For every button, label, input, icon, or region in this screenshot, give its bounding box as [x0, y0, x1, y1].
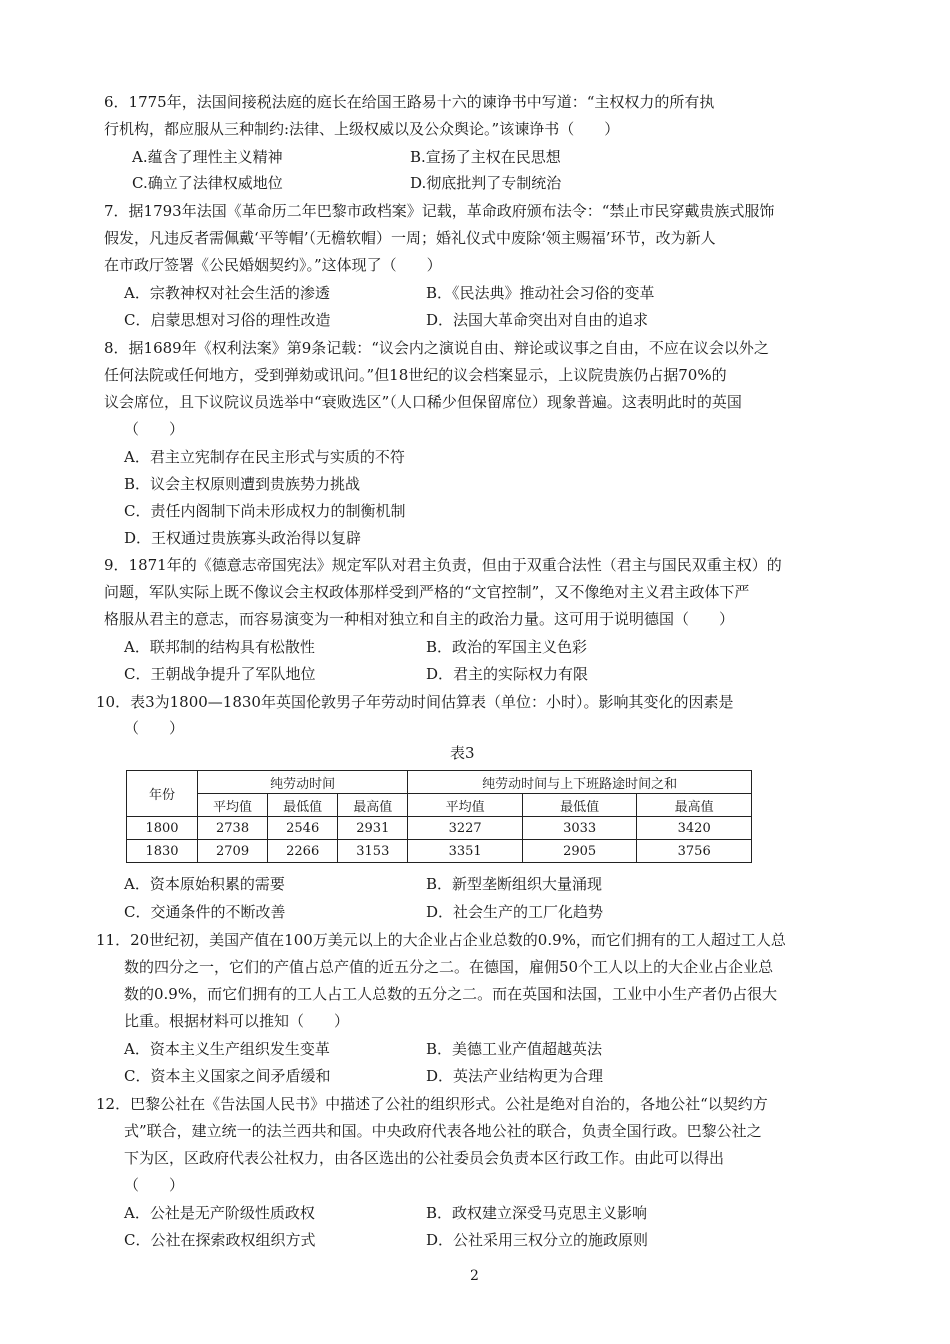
- q10-stem-line1: 10．表3为1800—1830年英国伦敦男子年劳动时间估算表（单位：小时）。影响其变化的因素是: [96, 693, 734, 711]
- table-header-year: 年份: [127, 771, 198, 817]
- q10-option-a: A．资本原始积累的需要: [124, 875, 285, 893]
- q10-option-d: D．社会生产的工厂化趋势: [426, 903, 604, 921]
- table-row: [127, 840, 752, 863]
- table-cell: 1830: [127, 840, 198, 863]
- table-cell: 2738: [198, 817, 268, 840]
- q8-stem-line2: 任何法院或任何地方，受到弹劾或讯问。”但18世纪的议会档案显示，上议院贵族仍占据70%的: [104, 366, 727, 384]
- q12-option-c: C．公社在探索政权组织方式: [124, 1231, 316, 1249]
- q11-option-b: B．美德工业产值超越英法: [426, 1040, 603, 1058]
- q11-stem-line4: 比重。根据材料可以推知（ ）: [124, 1012, 350, 1030]
- q8-option-a: A．君主立宪制存在民主形式与实质的不符: [124, 448, 405, 466]
- q7-option-d: D．法国大革命突出对自由的追求: [426, 311, 649, 329]
- q12-stem-line2: 式”联合，建立统一的法兰西共和国。中央政府代表各地公社的联合，负责全国行政。巴黎公社之: [124, 1122, 762, 1140]
- q6-option-c: C.确立了法律权威地位: [132, 174, 283, 192]
- q7-option-c: C．启蒙思想对习俗的理性改造: [124, 311, 331, 329]
- q9-option-a: A．联邦制的结构具有松散性: [124, 638, 315, 656]
- q12-stem-line3: 下为区，区政府代表公社权力，由各区选出的公社委员会负责本区行政工作。由此可以得出: [124, 1149, 725, 1167]
- q12-option-a: A．公社是无产阶级性质政权: [124, 1204, 315, 1222]
- labor-hours-table: [126, 770, 752, 863]
- q8-stem-line4: （ ）: [124, 420, 185, 438]
- table-subheader: 最高值: [637, 794, 752, 817]
- table-cell: 2266: [268, 840, 338, 863]
- page-number: 2: [470, 1268, 479, 1284]
- table-cell: 3153: [338, 840, 408, 863]
- table-header-group1: 纯劳动时间: [198, 771, 408, 794]
- table-subheader: 最低值: [268, 794, 338, 817]
- table-cell: 3033: [522, 817, 637, 840]
- q9-option-b: B．政治的军国主义色彩: [426, 638, 588, 656]
- table-cell: 3351: [408, 840, 523, 863]
- q6-stem-line1: 6．1775年，法国间接税法庭的庭长在给国王路易十六的谏诤书中写道：“主权权力的所有执: [104, 93, 715, 111]
- table-cell: 2905: [522, 840, 637, 863]
- q8-option-b: B．议会主权原则遭到贵族势力挑战: [124, 475, 361, 493]
- table-cell: 2709: [198, 840, 268, 863]
- q9-option-d: D．君主的实际权力有限: [426, 665, 589, 683]
- table-subheader: 平均值: [198, 794, 268, 817]
- table-cell: 1800: [127, 817, 198, 840]
- table-cell: 3420: [637, 817, 752, 840]
- q10-option-b: B．新型垄断组织大量涌现: [426, 875, 603, 893]
- table-subheader: 最高值: [338, 794, 408, 817]
- table-caption: 表3: [450, 744, 475, 762]
- q11-option-d: D．英法产业结构更为合理: [426, 1067, 604, 1085]
- q12-option-d: D．公社采用三权分立的施政原则: [426, 1231, 649, 1249]
- q7-stem-line3: 在市政厅签署《公民婚姻契约》。”这体现了（ ）: [104, 256, 442, 274]
- q7-option-a: A．宗教神权对社会生活的渗透: [124, 284, 330, 302]
- table-row: [127, 817, 752, 840]
- q12-stem-line1: 12．巴黎公社在《告法国人民书》中描述了公社的组织形式。公社是绝对自治的，各地公社“以契约方: [96, 1095, 768, 1113]
- q7-stem-line1: 7．据1793年法国《革命历二年巴黎市政档案》记载，革命政府颁布法令：“禁止市民穿戴贵族式服饰: [104, 202, 775, 220]
- q8-option-d: D．王权通过贵族寡头政治得以复辟: [124, 529, 362, 547]
- q8-option-c: C．责任内阁制下尚未形成权力的制衡机制: [124, 502, 406, 520]
- table-cell: 2931: [338, 817, 408, 840]
- table-cell: 2546: [268, 817, 338, 840]
- q11-stem-line2: 数的四分之一，它们的产值占总产值的近五分之二。在德国，雇佣50个工人以上的大企业占企业总: [124, 958, 774, 976]
- q9-stem-line2: 问题，军队实际上既不像议会主权政体那样受到严格的“文官控制”，又不像绝对主义君主政体下严: [104, 583, 750, 601]
- q8-stem-line3: 议会席位，且下议院议员选举中“衰败选区”（人口稀少但保留席位）现象普遍。这表明此时的英国: [104, 393, 742, 411]
- table-header-group2: 纯劳动时间与上下班路途时间之和: [408, 771, 752, 794]
- q6-option-a: A.蕴含了理性主义精神: [132, 148, 283, 166]
- q7-option-b: B．《民法典》推动社会习俗的变革: [426, 284, 655, 302]
- q9-stem-line1: 9．1871年的《德意志帝国宪法》规定军队对君主负责，但由于双重合法性（君主与国民双重主权）的: [104, 556, 782, 574]
- q6-stem-line2: 行机构，都应服从三种制约:法律、上级权威以及公众舆论。”该谏诤书（ ）: [104, 120, 620, 138]
- table-subheader: 平均值: [408, 794, 523, 817]
- table-cell: 3227: [408, 817, 523, 840]
- table-cell: 3756: [637, 840, 752, 863]
- q6-option-d: D.彻底批判了专制统治: [410, 174, 562, 192]
- q11-stem-line3: 数的0.9%，而它们拥有的工人占工人总数的五分之二。而在英国和法国，工业中小生产者仍占很大: [124, 985, 778, 1003]
- q10-option-c: C．交通条件的不断改善: [124, 903, 286, 921]
- q12-stem-line4: （ ）: [124, 1176, 185, 1194]
- q8-stem-line1: 8．据1689年《权利法案》第9条记载：“议会内之演说自由、辩论或议事之自由，不应在议会以外之: [104, 339, 769, 357]
- q9-stem-line3: 格服从君主的意志，而容易演变为一种相对独立和自主的政治力量。这可用于说明德国（ ）: [104, 610, 735, 628]
- table-subheader: 最低值: [522, 794, 637, 817]
- q11-option-a: A．资本主义生产组织发生变革: [124, 1040, 330, 1058]
- q11-option-c: C．资本主义国家之间矛盾缓和: [124, 1067, 331, 1085]
- q10-stem-line2: （ ）: [124, 719, 185, 737]
- q6-option-b: B.宣扬了主权在民思想: [410, 148, 561, 166]
- q9-option-c: C．王朝战争提升了军队地位: [124, 665, 316, 683]
- q11-stem-line1: 11．20世纪初，美国产值在100万美元以上的大企业占企业总数的0.9%，而它们拥有的工人超过工人总: [96, 931, 786, 949]
- q12-option-b: B．政权建立深受马克思主义影响: [426, 1204, 648, 1222]
- q7-stem-line2: 假发，凡违反者需佩戴‘平等帽’（无檐软帽）一周；婚礼仪式中废除‘领主赐福’环节，改为新人: [104, 229, 716, 247]
